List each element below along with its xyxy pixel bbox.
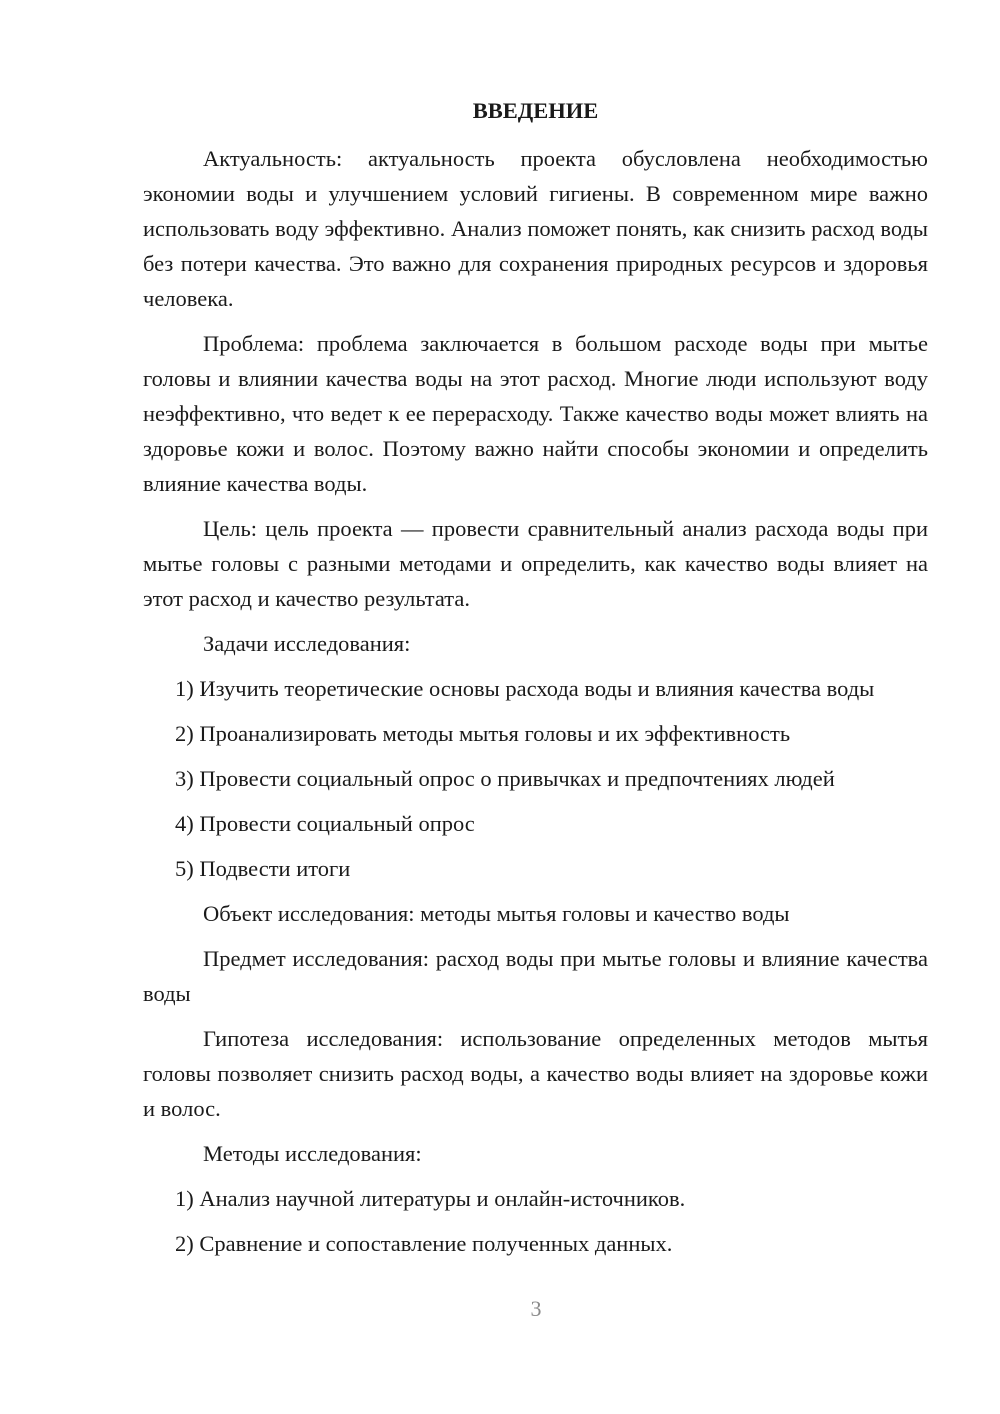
task-item-5: 5) Подвести итоги xyxy=(175,856,351,881)
methods-heading: Методы исследования: xyxy=(203,1141,422,1166)
method-item-1: 1) Анализ научной литературы и онлайн-источников. xyxy=(175,1186,686,1211)
hypothesis-paragraph: Гипотеза исследования: использование определенных методов мытья головы позволяет снизить расход воды, а качество воды влияет на здоровье кожи и волос. xyxy=(143,1026,928,1121)
goal-paragraph: Цель: цель проекта — провести сравнительный анализ расхода воды при мытье головы с разными методами и определить, как качество воды влияет на этот расход и качество результата. xyxy=(143,516,928,611)
relevance-paragraph: Актуальность: актуальность проекта обусловлена необходимостью экономии воды и улучшением условий гигиены. В современном мире важно использовать воду эффективно. Анализ поможет понять, как снизить расход воды без потери качества. Это важно для сохранения природных ресурсов и здоровья человека. xyxy=(143,146,928,311)
task-item-4: 4) Провести социальный опрос xyxy=(175,811,475,836)
subject-paragraph: Предмет исследования: расход воды при мытье головы и влияние качества воды xyxy=(143,946,928,1006)
tasks-heading: Задачи исследования: xyxy=(203,631,411,656)
document-body xyxy=(143,93,928,1271)
task-item-1: 1) Изучить теоретические основы расхода воды и влияния качества воды xyxy=(175,676,875,701)
task-item-3: 3) Провести социальный опрос о привычках и предпочтениях людей xyxy=(175,766,835,791)
method-item-2: 2) Сравнение и сопоставление полученных данных. xyxy=(175,1231,673,1256)
page-number: 3 xyxy=(530,1296,542,1321)
object-paragraph: Объект исследования: методы мытья головы и качество воды xyxy=(203,901,790,926)
section-heading: ВВЕДЕНИЕ xyxy=(472,98,599,123)
task-item-2: 2) Проанализировать методы мытья головы и их эффективность xyxy=(175,721,791,746)
problem-paragraph: Проблема: проблема заключается в большом расходе воды при мытье головы и влиянии качества воды на этот расход. Многие люди используют воду неэффективно, что ведет к ее перерасходу. Также качество воды может влиять на здоровье кожи и волос. Поэтому важно найти способы экономии и определить влияние качества воды. xyxy=(143,331,928,496)
